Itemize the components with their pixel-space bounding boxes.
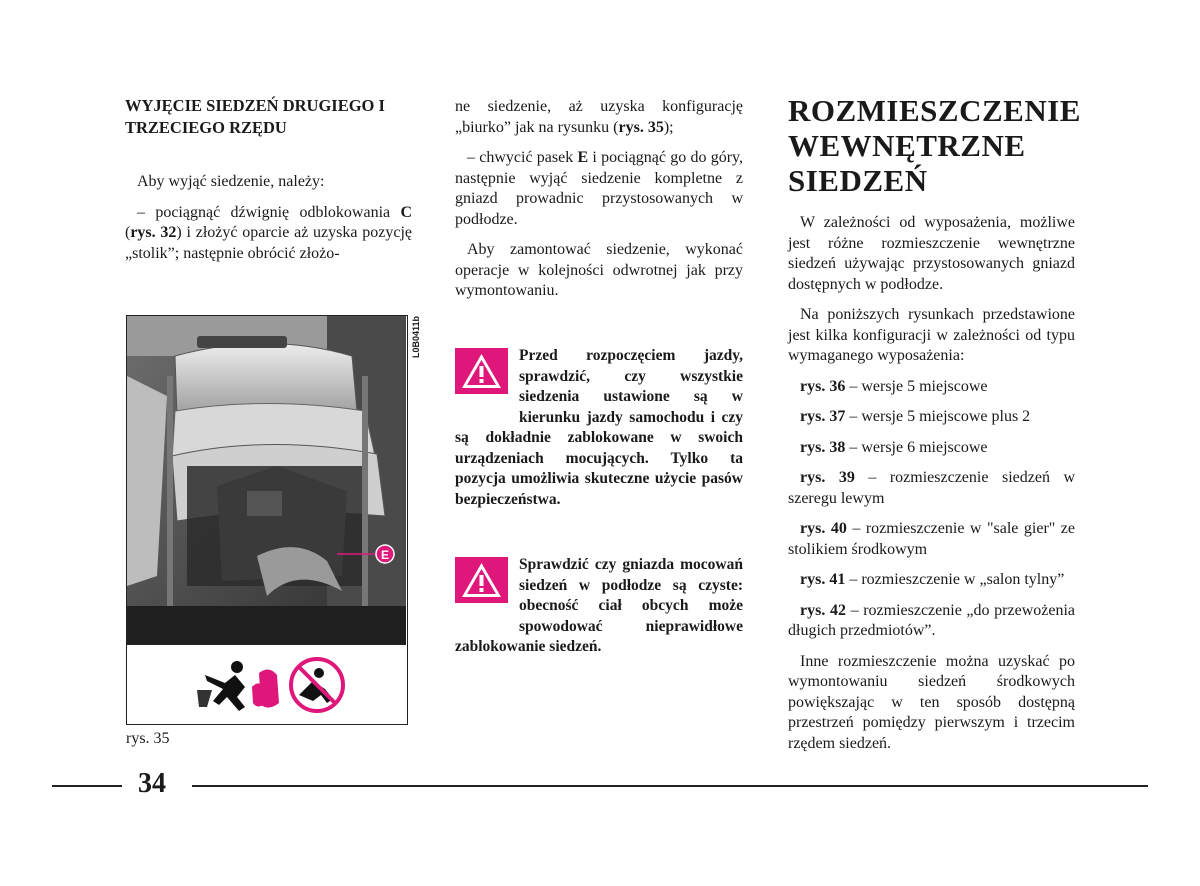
seat-icon (252, 669, 279, 707)
label-e: E (380, 548, 390, 562)
right-p3: Inne rozmieszczenie można uzyskać po wymontowaniu siedzeń środkowych powiększając w ten sposób dostępną przestrzeń pomiędzy pierwszym i trzecim rzędem siedzeń. (788, 652, 1075, 752)
configuration-item: rys. 38 – wersje 6 miejscowe (800, 438, 988, 456)
warning-2: Sprawdzić czy gniazda mocowań siedzeń w podłodze są czyste: obecność ciał obcych może spowodować nieprawidłowe zablokowanie siedzeń. (455, 556, 743, 655)
footer-rule-right (192, 785, 1148, 787)
configuration-item: rys. 39 – rozmieszczenie siedzeń w szeregu lewym (788, 469, 1076, 507)
footer-rule-left (52, 785, 122, 787)
middle-p2: – chwycić pasek E i pociągnąć go do góry, następnie wyjąć siedzenie kompletne z gniazd prowadnic przystosowanych w podłodze. (455, 149, 743, 228)
right-p2: Na poniższych rysunkach przedstawione jest kilka konfiguracji w zależności od typu wymaganego wyposażenia: (788, 306, 1075, 364)
person-pull-icon (197, 661, 245, 711)
left-text (125, 172, 412, 264)
configuration-list (788, 377, 1075, 642)
figure-code: L0B0411b (411, 315, 421, 358)
configuration-item: rys. 41 – rozmieszczenie w „salon tylny” (800, 571, 1065, 588)
configuration-item: rys. 42 – rozmieszczenie „do przewożenia długich przedmiotów”. (788, 601, 1075, 639)
seat-photo (127, 316, 406, 644)
right-text (788, 213, 1075, 754)
figure-caption: rys. 35 (126, 730, 170, 747)
configuration-item: rys. 40 – rozmieszczenie w "sale gier" ze stolikiem środkowym (788, 520, 1075, 558)
prohibition-icon (291, 659, 343, 711)
right-p1: W zależności od wyposażenia, możliwe jest różne rozmieszczenie wewnętrzne siedzeń używając przystosowanych gniazd dostępnych w podłodze. (788, 214, 1075, 293)
middle-p1: ne siedzenie, aż uzyska konfigurację „biurko” jak na rysunku (rys. 35); (455, 98, 743, 136)
configuration-item: rys. 36 – wersje 5 miejscowe (800, 377, 988, 395)
middle-text (455, 97, 743, 302)
page-number: 34 (138, 768, 166, 799)
step1-text: – pociągnąć dźwignię odblokowania C (rys. 32) i złożyć oparcie aż uzyska pozycję „stolik”; następnie obrócić złożo- (125, 203, 412, 262)
intro-text: Aby wyjąć siedzenie, należy: (137, 173, 325, 190)
figure-35 (126, 315, 408, 725)
pictogram-strip (127, 644, 406, 724)
page-title: ROZMIESZCZENIE WEWNĘTRZNE SIEDZEŃ (788, 93, 1081, 198)
configuration-item: rys. 37 – wersje 5 miejscowe plus 2 (800, 408, 1031, 425)
warning-1: Przed rozpoczęciem jazdy, sprawdzić, czy wszystkie siedzenia ustawione są w kierunku jazdy samochodu i czy są dokładnie zablokowane w swoich urządzeniach mocujących. Tylko ta pozycja umożliwia skuteczne użycie pasów bezpieczeństwa. (455, 347, 743, 508)
middle-p3: Aby zamontować siedzenie, wykonać operacje w kolejności odwrotnej jak przy wymontowaniu. (455, 241, 743, 299)
section-heading: WYJĘCIE SIEDZEŃ DRUGIEGO I TRZECIEGO RZĘDU (125, 96, 385, 137)
